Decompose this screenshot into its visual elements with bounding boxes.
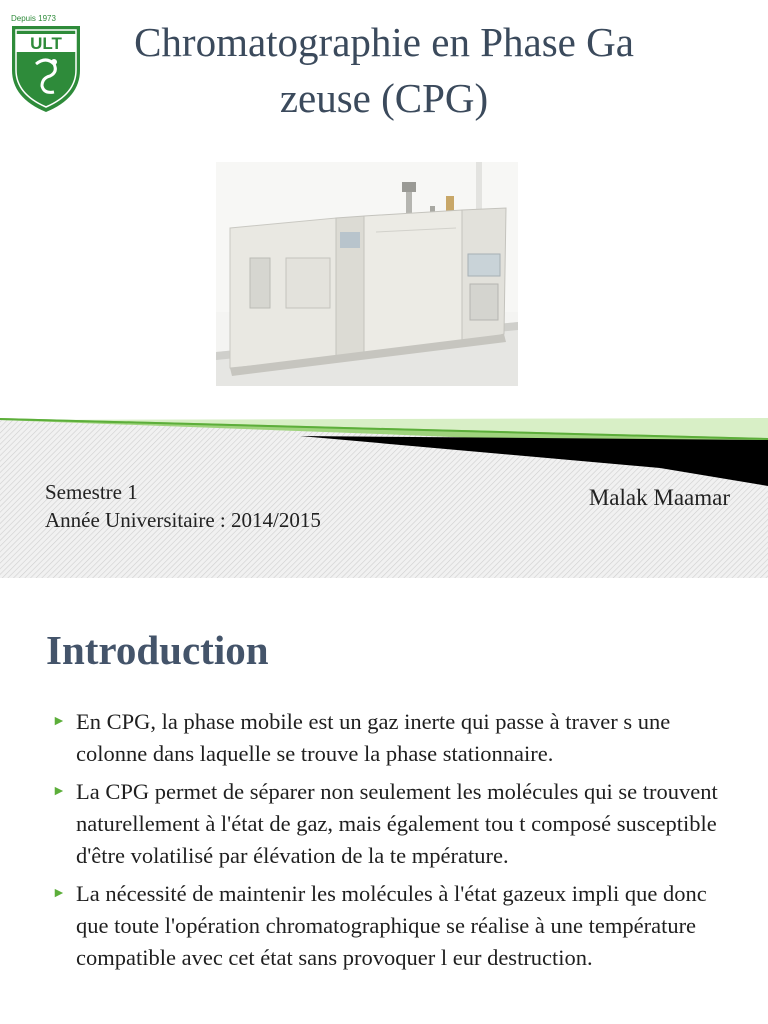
introduction-slide <box>0 578 768 1024</box>
introduction-title: Introduction <box>46 627 269 673</box>
gas-chromatograph-photo <box>216 162 518 386</box>
bullet-item <box>48 706 728 770</box>
semester-label: Semestre 1 <box>45 480 138 504</box>
footer-left <box>45 478 321 534</box>
bullet-arrow-icon: ► <box>52 886 66 901</box>
logo-top-text: Depuis 1973 <box>11 14 56 23</box>
bullet-item <box>48 878 728 974</box>
bullet-text: La nécessité de maintenir les molécules à l'état gazeux impli que donc que toute l'opération chromatographique se réalise à une température compatible avec cet état sans provoquer l eur destruction. <box>76 881 707 970</box>
bullet-item <box>48 776 728 872</box>
bullet-text: La CPG permet de séparer non seulement les molécules qui se trouvent naturellement à l'état de gaz, mais également tou t composé susceptible d'être volatilisé par élévation de la te mpérature. <box>76 779 718 868</box>
bullet-arrow-icon: ► <box>52 714 66 729</box>
title-line-2: zeuse (CPG) <box>279 75 489 121</box>
slide-title <box>0 14 768 126</box>
bullet-text: En CPG, la phase mobile est un gaz inerte qui passe à traver s une colonne dans laquelle se trouve la phase stationnaire. <box>76 709 671 766</box>
academic-year-label: Année Universitaire : 2014/2015 <box>45 508 321 532</box>
logo-letters: ULT <box>30 34 62 53</box>
bullet-list <box>48 706 728 980</box>
bullet-arrow-icon: ► <box>52 784 66 799</box>
author-name: Malak Maamar <box>588 485 730 510</box>
title-line-1: Chromatographie en Phase Ga <box>134 19 634 65</box>
